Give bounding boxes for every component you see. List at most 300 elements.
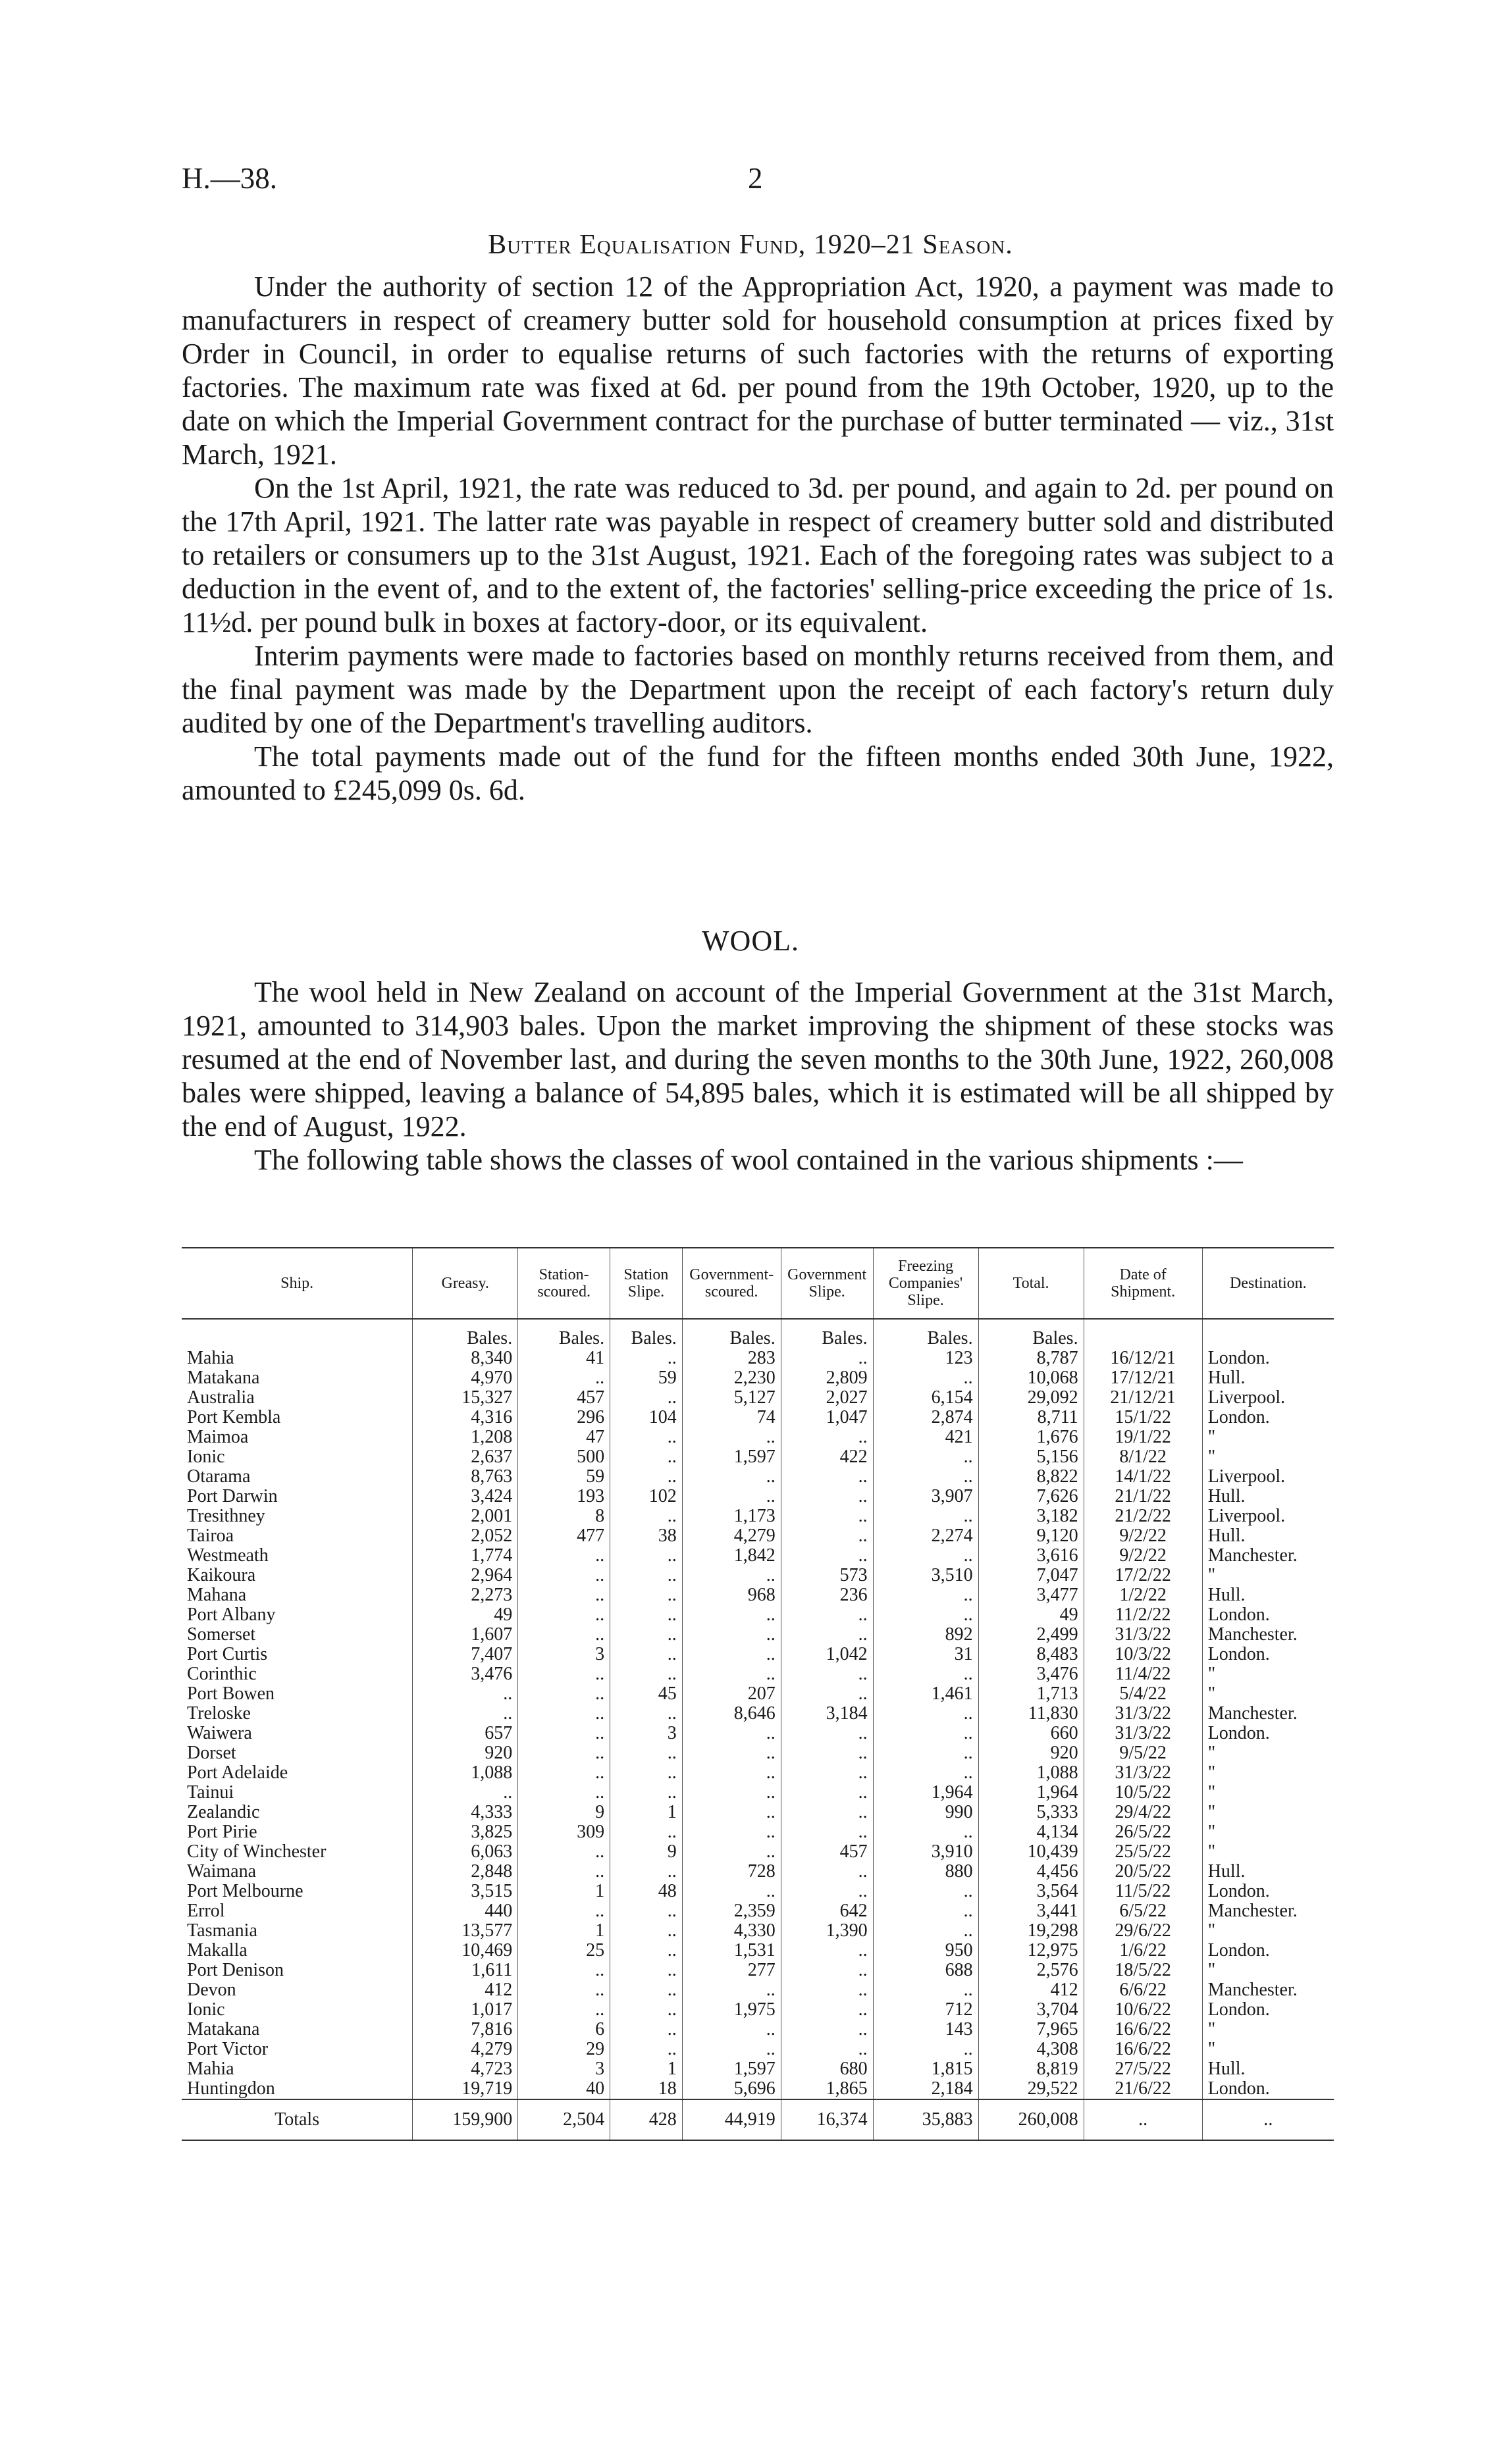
cell-total: 10,439 bbox=[978, 1842, 1084, 1862]
cell-government-slipe: .. bbox=[781, 1487, 873, 1506]
cell-total: 3,441 bbox=[978, 1901, 1084, 1921]
cell-freezing-companies-slipe: .. bbox=[873, 1447, 978, 1467]
cell-destination: Liverpool. bbox=[1202, 1388, 1334, 1408]
cell-ship: City of Winchester bbox=[187, 1841, 327, 1862]
cell-ship: Ionic bbox=[187, 1447, 225, 1467]
cell-ship: Port Bowen bbox=[187, 1683, 275, 1704]
table-row bbox=[182, 1961, 1334, 1980]
cell-station-scoured: .. bbox=[518, 1980, 610, 2000]
cell-ship: Maimoa bbox=[187, 1427, 249, 1447]
cell-ship: Errol bbox=[187, 1901, 225, 1921]
cell-total: 412 bbox=[978, 1980, 1084, 2000]
cell-government-slipe: .. bbox=[781, 2020, 873, 2040]
cell-total: 4,134 bbox=[978, 1822, 1084, 1842]
cell-freezing-companies-slipe: .. bbox=[873, 1546, 978, 1566]
cell-total: 29,092 bbox=[978, 1388, 1084, 1408]
cell-government-slipe: .. bbox=[781, 1862, 873, 1882]
butter-section-text bbox=[182, 270, 1334, 807]
cell-total: 1,676 bbox=[978, 1427, 1084, 1447]
table-row bbox=[182, 1842, 1334, 1862]
cell-date-of-shipment: 9/5/22 bbox=[1084, 1743, 1202, 1763]
cell-government-scoured: 207 bbox=[682, 1684, 781, 1704]
cell-date-of-shipment: 20/5/22 bbox=[1084, 1862, 1202, 1882]
cell-government-scoured: 728 bbox=[682, 1862, 781, 1882]
cell-government-slipe: .. bbox=[781, 1506, 873, 1526]
cell-station-scoured: .. bbox=[518, 1684, 610, 1704]
cell-ship: Ionic bbox=[187, 1999, 225, 2020]
cell-total: 5,333 bbox=[978, 1803, 1084, 1822]
cell-ship: Port Darwin bbox=[187, 1486, 278, 1506]
cell-destination: Manchester. bbox=[1202, 1980, 1334, 2000]
cell-government-slipe: .. bbox=[781, 1803, 873, 1822]
cell-government-scoured: .. bbox=[682, 1763, 781, 1783]
cell-total: 1,964 bbox=[978, 1783, 1084, 1803]
cell-government-scoured: .. bbox=[682, 1822, 781, 1842]
cell-freezing-companies-slipe: .. bbox=[873, 1822, 978, 1842]
cell-destination: " bbox=[1202, 1921, 1334, 1941]
cell-destination: " bbox=[1202, 1447, 1334, 1467]
cell-station-slipe: 1 bbox=[610, 1803, 683, 1822]
col-header-ship: Ship. bbox=[182, 1248, 413, 1319]
cell-destination: " bbox=[1202, 1961, 1334, 1980]
cell-freezing-companies-slipe: .. bbox=[873, 1664, 978, 1684]
cell-government-scoured: .. bbox=[682, 1783, 781, 1803]
cell-date-of-shipment: 1/6/22 bbox=[1084, 1941, 1202, 1961]
cell-date-of-shipment: 31/3/22 bbox=[1084, 1763, 1202, 1783]
cell-greasy: 440 bbox=[413, 1901, 518, 1921]
cell-station-scoured: .. bbox=[518, 1783, 610, 1803]
cell-ship: Waimana bbox=[187, 1861, 257, 1882]
wool-section-text bbox=[182, 975, 1334, 1177]
cell-station-scoured: .. bbox=[518, 1862, 610, 1882]
cell-destination: London. bbox=[1202, 2000, 1334, 2020]
cell-greasy: 4,333 bbox=[413, 1803, 518, 1822]
paragraph: Under the authority of section 12 of the Appropriation Act, 1920, a payment was made to manufacturers in respect of creamery butter sold for household consumption at prices fixed by Order in Council, in order to equalise returns of such factories with the returns of exporting factories. The maximum rate was fixed at 6d. per pound from the 19th October, 1920, up to the date on which the Imperial Government contract for the purchase of butter terminated — viz., 31st March, 1921. bbox=[182, 270, 1334, 471]
cell-ship: Australia bbox=[187, 1387, 255, 1408]
cell-destination: " bbox=[1202, 1763, 1334, 1783]
cell-greasy: 2,001 bbox=[413, 1506, 518, 1526]
cell-station-scoured: 8 bbox=[518, 1506, 610, 1526]
cell-greasy: .. bbox=[413, 1684, 518, 1704]
cell-greasy: 3,825 bbox=[413, 1822, 518, 1842]
cell-greasy: 1,208 bbox=[413, 1427, 518, 1447]
cell-station-scoured: 457 bbox=[518, 1388, 610, 1408]
cell-government-scoured: 4,330 bbox=[682, 1921, 781, 1941]
cell-government-scoured: .. bbox=[682, 1743, 781, 1763]
table-row bbox=[182, 1447, 1334, 1467]
cell-station-slipe: .. bbox=[610, 1506, 683, 1526]
cell-station-slipe: .. bbox=[610, 1822, 683, 1842]
cell-government-scoured: 1,173 bbox=[682, 1506, 781, 1526]
cell-government-slipe: .. bbox=[781, 1724, 873, 1743]
cell-total: 1,088 bbox=[978, 1763, 1084, 1783]
cell-freezing-companies-slipe: 950 bbox=[873, 1941, 978, 1961]
table-header-row bbox=[182, 1248, 1334, 1319]
cell-date-of-shipment: 10/3/22 bbox=[1084, 1645, 1202, 1664]
cell-station-scoured: 47 bbox=[518, 1427, 610, 1447]
cell-greasy: 3,515 bbox=[413, 1882, 518, 1901]
cell-freezing-companies-slipe: .. bbox=[873, 1980, 978, 2000]
cell-ship: Somerset bbox=[187, 1624, 256, 1645]
cell-government-slipe: .. bbox=[781, 1882, 873, 1901]
cell-station-slipe: .. bbox=[610, 1467, 683, 1487]
cell-freezing-companies-slipe: .. bbox=[873, 1882, 978, 1901]
cell-station-scoured: .. bbox=[518, 1368, 610, 1388]
cell-destination: Manchester. bbox=[1202, 1704, 1334, 1724]
cell-date-of-shipment: 29/4/22 bbox=[1084, 1803, 1202, 1822]
cell-station-scoured: 296 bbox=[518, 1408, 610, 1427]
cell-ship: Port Melbourne bbox=[187, 1881, 303, 1901]
cell-station-scoured: .. bbox=[518, 1704, 610, 1724]
cell-freezing-companies-slipe: .. bbox=[873, 1506, 978, 1526]
cell-date-of-shipment: 11/2/22 bbox=[1084, 1605, 1202, 1625]
cell-ship: Port Curtis bbox=[187, 1644, 268, 1664]
cell-ship: Port Victor bbox=[187, 2039, 269, 2059]
cell-freezing-companies-slipe: .. bbox=[873, 1724, 978, 1743]
cell-government-slipe: .. bbox=[781, 1941, 873, 1961]
cell-date-of-shipment: 21/1/22 bbox=[1084, 1487, 1202, 1506]
cell-station-slipe: .. bbox=[610, 1941, 683, 1961]
col-header-government-slipe: Government Slipe. bbox=[781, 1248, 873, 1319]
cell-greasy: 4,279 bbox=[413, 2040, 518, 2059]
cell-date-of-shipment: 21/2/22 bbox=[1084, 1506, 1202, 1526]
cell-government-slipe: .. bbox=[781, 1427, 873, 1447]
cell-government-slipe: .. bbox=[781, 1546, 873, 1566]
table-row bbox=[182, 1368, 1334, 1388]
table-row bbox=[182, 1605, 1334, 1625]
cell-government-scoured: 1,842 bbox=[682, 1546, 781, 1566]
total-station-slipe: 428 bbox=[610, 2099, 683, 2140]
col-header-date-of-shipment: Date of Shipment. bbox=[1084, 1248, 1202, 1319]
cell-freezing-companies-slipe: 421 bbox=[873, 1427, 978, 1447]
cell-greasy: 2,848 bbox=[413, 1862, 518, 1882]
cell-destination: London. bbox=[1202, 1605, 1334, 1625]
table-row bbox=[182, 1941, 1334, 1961]
unit-label: Bales. bbox=[978, 1319, 1084, 1348]
cell-station-slipe: .. bbox=[610, 1605, 683, 1625]
table-row bbox=[182, 2059, 1334, 2079]
units-row bbox=[182, 1319, 1334, 1348]
cell-government-scoured: .. bbox=[682, 1980, 781, 2000]
cell-government-scoured: 8,646 bbox=[682, 1704, 781, 1724]
wool-section-title: WOOL. bbox=[702, 925, 799, 957]
wool-shipments-table-wrapper bbox=[182, 1247, 1334, 2141]
cell-ship: Waiwera bbox=[187, 1723, 252, 1743]
cell-ship: Port Kembla bbox=[187, 1407, 281, 1427]
paragraph: On the 1st April, 1921, the rate was reduced to 3d. per pound, and again to 2d. per pound on the 17th April, 1921. The latter rate was payable in respect of creamery butter sold and distributed to retailers or consumers up to the 31st August, 1921. Each of the foregoing rates was subject to a deduction in the event of, and to the extent of, the factories' selling-price exceeding the price of 1s. 11½d. per pound bulk in boxes at factory-door, or its equivalent. bbox=[182, 472, 1334, 638]
cell-date-of-shipment: 18/5/22 bbox=[1084, 1961, 1202, 1980]
cell-government-slipe: .. bbox=[781, 1664, 873, 1684]
cell-freezing-companies-slipe: 892 bbox=[873, 1625, 978, 1645]
cell-destination: " bbox=[1202, 2040, 1334, 2059]
cell-government-scoured: .. bbox=[682, 1605, 781, 1625]
cell-date-of-shipment: 10/5/22 bbox=[1084, 1783, 1202, 1803]
cell-total: 19,298 bbox=[978, 1921, 1084, 1941]
table-body bbox=[182, 1319, 1334, 2099]
cell-government-slipe: 457 bbox=[781, 1842, 873, 1862]
cell-ship: Tainui bbox=[187, 1782, 234, 1803]
cell-destination: " bbox=[1202, 1803, 1334, 1822]
cell-freezing-companies-slipe: 3,510 bbox=[873, 1566, 978, 1585]
cell-total: 2,576 bbox=[978, 1961, 1084, 1980]
table-row bbox=[182, 1882, 1334, 1901]
cell-date-of-shipment: 16/6/22 bbox=[1084, 2020, 1202, 2040]
cell-government-scoured: 5,696 bbox=[682, 2079, 781, 2099]
cell-government-scoured: .. bbox=[682, 1645, 781, 1664]
cell-greasy: 1,607 bbox=[413, 1625, 518, 1645]
cell-government-scoured: 5,127 bbox=[682, 1388, 781, 1408]
cell-total: 7,626 bbox=[978, 1487, 1084, 1506]
cell-freezing-companies-slipe: 3,910 bbox=[873, 1842, 978, 1862]
table-row bbox=[182, 1526, 1334, 1546]
cell-destination: Hull. bbox=[1202, 2059, 1334, 2079]
cell-destination: London. bbox=[1202, 1882, 1334, 1901]
cell-government-scoured: .. bbox=[682, 1882, 781, 1901]
cell-date-of-shipment: 31/3/22 bbox=[1084, 1704, 1202, 1724]
cell-freezing-companies-slipe: 2,274 bbox=[873, 1526, 978, 1546]
cell-greasy: 3,476 bbox=[413, 1664, 518, 1684]
cell-ship: Matakana bbox=[187, 2019, 260, 2040]
cell-date-of-shipment: 11/5/22 bbox=[1084, 1882, 1202, 1901]
cell-destination: Manchester. bbox=[1202, 1901, 1334, 1921]
cell-government-scoured: 4,279 bbox=[682, 1526, 781, 1546]
cell-greasy: 10,469 bbox=[413, 1941, 518, 1961]
cell-freezing-companies-slipe: .. bbox=[873, 1743, 978, 1763]
cell-date-of-shipment: 21/6/22 bbox=[1084, 2079, 1202, 2099]
totals-label: Totals bbox=[182, 2099, 413, 2140]
cell-freezing-companies-slipe: .. bbox=[873, 2040, 978, 2059]
cell-station-slipe: 48 bbox=[610, 1882, 683, 1901]
cell-government-slipe: .. bbox=[781, 2000, 873, 2020]
cell-ship: Otarama bbox=[187, 1466, 251, 1487]
table-row bbox=[182, 1980, 1334, 2000]
cell-station-slipe: .. bbox=[610, 1980, 683, 2000]
cell-ship: Mahia bbox=[187, 1348, 234, 1368]
cell-date-of-shipment: 16/12/21 bbox=[1084, 1348, 1202, 1368]
cell-station-slipe: .. bbox=[610, 1961, 683, 1980]
cell-government-scoured: 283 bbox=[682, 1348, 781, 1368]
col-header-freezing-companies-slipe: Freezing Companies' Slipe. bbox=[873, 1248, 978, 1319]
cell-station-slipe: .. bbox=[610, 1783, 683, 1803]
cell-date-of-shipment: 17/2/22 bbox=[1084, 1566, 1202, 1585]
cell-government-scoured: .. bbox=[682, 2020, 781, 2040]
cell-total: 3,476 bbox=[978, 1664, 1084, 1684]
cell-greasy: 412 bbox=[413, 1980, 518, 2000]
cell-date-of-shipment: 1/2/22 bbox=[1084, 1585, 1202, 1605]
cell-greasy: 7,407 bbox=[413, 1645, 518, 1664]
cell-ship: Devon bbox=[187, 1980, 236, 2000]
cell-freezing-companies-slipe: 1,815 bbox=[873, 2059, 978, 2079]
cell-ship: Kaikoura bbox=[187, 1565, 256, 1585]
total-date: .. bbox=[1084, 2099, 1202, 2140]
cell-ship: Port Albany bbox=[187, 1604, 276, 1625]
paragraph: The total payments made out of the fund for the fifteen months ended 30th June, 1922, amounted to £245,099 0s. 6d. bbox=[182, 740, 1334, 806]
table-row bbox=[182, 1388, 1334, 1408]
cell-total: 3,477 bbox=[978, 1585, 1084, 1605]
cell-government-slipe: .. bbox=[781, 1467, 873, 1487]
cell-destination: " bbox=[1202, 1743, 1334, 1763]
cell-ship: Port Adelaide bbox=[187, 1762, 288, 1783]
cell-greasy: .. bbox=[413, 1783, 518, 1803]
wool-shipments-table bbox=[182, 1247, 1334, 2141]
total-freezing-companies-slipe: 35,883 bbox=[873, 2099, 978, 2140]
cell-station-slipe: .. bbox=[610, 1664, 683, 1684]
cell-destination: London. bbox=[1202, 1348, 1334, 1368]
cell-ship: Dorset bbox=[187, 1743, 236, 1763]
table-row bbox=[182, 1546, 1334, 1566]
cell-station-slipe: .. bbox=[610, 2000, 683, 2020]
cell-station-scoured: .. bbox=[518, 2000, 610, 2020]
cell-total: 10,068 bbox=[978, 1368, 1084, 1388]
cell-destination: Manchester. bbox=[1202, 1546, 1334, 1566]
table-row bbox=[182, 1427, 1334, 1447]
cell-government-scoured: .. bbox=[682, 1487, 781, 1506]
cell-government-slipe: .. bbox=[781, 1348, 873, 1368]
cell-station-slipe: .. bbox=[610, 1585, 683, 1605]
cell-ship: Matakana bbox=[187, 1368, 260, 1388]
cell-government-slipe: .. bbox=[781, 1605, 873, 1625]
cell-greasy: 13,577 bbox=[413, 1921, 518, 1941]
col-header-station-scoured: Station-scoured. bbox=[518, 1248, 610, 1319]
cell-station-slipe: 102 bbox=[610, 1487, 683, 1506]
cell-freezing-companies-slipe: .. bbox=[873, 1763, 978, 1783]
col-header-greasy: Greasy. bbox=[413, 1248, 518, 1319]
cell-station-slipe: 104 bbox=[610, 1408, 683, 1427]
cell-date-of-shipment: 26/5/22 bbox=[1084, 1822, 1202, 1842]
cell-date-of-shipment: 21/12/21 bbox=[1084, 1388, 1202, 1408]
cell-government-scoured: .. bbox=[682, 1664, 781, 1684]
cell-station-scoured: .. bbox=[518, 1585, 610, 1605]
cell-ship: Tresithney bbox=[187, 1506, 265, 1526]
cell-total: 5,156 bbox=[978, 1447, 1084, 1467]
cell-ship: Zealandic bbox=[187, 1802, 260, 1822]
table-row bbox=[182, 1645, 1334, 1664]
cell-station-slipe: .. bbox=[610, 1427, 683, 1447]
cell-freezing-companies-slipe: 123 bbox=[873, 1348, 978, 1368]
cell-total: 3,616 bbox=[978, 1546, 1084, 1566]
cell-total: 8,822 bbox=[978, 1467, 1084, 1487]
cell-freezing-companies-slipe: 990 bbox=[873, 1803, 978, 1822]
cell-government-slipe: 573 bbox=[781, 1566, 873, 1585]
cell-total: 660 bbox=[978, 1724, 1084, 1743]
page-header bbox=[182, 161, 1334, 207]
cell-date-of-shipment: 8/1/22 bbox=[1084, 1447, 1202, 1467]
cell-government-slipe: .. bbox=[781, 1822, 873, 1842]
page-number: 2 bbox=[748, 162, 763, 195]
cell-station-slipe: .. bbox=[610, 1921, 683, 1941]
cell-destination: Liverpool. bbox=[1202, 1506, 1334, 1526]
cell-date-of-shipment: 31/3/22 bbox=[1084, 1625, 1202, 1645]
table-row bbox=[182, 1348, 1334, 1368]
cell-date-of-shipment: 10/6/22 bbox=[1084, 2000, 1202, 2020]
cell-date-of-shipment: 25/5/22 bbox=[1084, 1842, 1202, 1862]
cell-greasy: 2,637 bbox=[413, 1447, 518, 1467]
cell-government-slipe: .. bbox=[781, 1783, 873, 1803]
cell-date-of-shipment: 6/5/22 bbox=[1084, 1901, 1202, 1921]
paragraph: The following table shows the classes of wool contained in the various shipments :— bbox=[254, 1144, 1243, 1176]
cell-freezing-companies-slipe: .. bbox=[873, 1467, 978, 1487]
cell-total: 8,787 bbox=[978, 1348, 1084, 1368]
cell-greasy: 657 bbox=[413, 1724, 518, 1743]
table-row bbox=[182, 1783, 1334, 1803]
cell-total: 11,830 bbox=[978, 1704, 1084, 1724]
cell-station-slipe: .. bbox=[610, 1348, 683, 1368]
cell-greasy: 2,964 bbox=[413, 1566, 518, 1585]
cell-ship: Port Denison bbox=[187, 1960, 284, 1980]
cell-government-slipe: .. bbox=[781, 1743, 873, 1763]
table-row bbox=[182, 1704, 1334, 1724]
cell-station-slipe: .. bbox=[610, 2040, 683, 2059]
cell-station-scoured: 25 bbox=[518, 1941, 610, 1961]
cell-destination: " bbox=[1202, 1664, 1334, 1684]
cell-freezing-companies-slipe: 880 bbox=[873, 1862, 978, 1882]
cell-government-slipe: 2,027 bbox=[781, 1388, 873, 1408]
cell-station-scoured: 6 bbox=[518, 2020, 610, 2040]
cell-station-slipe: .. bbox=[610, 1388, 683, 1408]
cell-station-slipe: .. bbox=[610, 1743, 683, 1763]
unit-label: Bales. bbox=[781, 1319, 873, 1348]
cell-destination: London. bbox=[1202, 2079, 1334, 2099]
cell-government-scoured: 968 bbox=[682, 1585, 781, 1605]
table-row bbox=[182, 1467, 1334, 1487]
cell-station-slipe: .. bbox=[610, 1645, 683, 1664]
cell-destination: Liverpool. bbox=[1202, 1467, 1334, 1487]
table-row bbox=[182, 1664, 1334, 1684]
table-row bbox=[182, 1625, 1334, 1645]
cell-greasy: 49 bbox=[413, 1605, 518, 1625]
unit-label: Bales. bbox=[610, 1319, 683, 1348]
cell-station-slipe: .. bbox=[610, 2020, 683, 2040]
cell-freezing-companies-slipe: 3,907 bbox=[873, 1487, 978, 1506]
cell-station-slipe: .. bbox=[610, 1862, 683, 1882]
cell-station-scoured: 9 bbox=[518, 1803, 610, 1822]
table-row bbox=[182, 1803, 1334, 1822]
cell-destination: " bbox=[1202, 1822, 1334, 1842]
cell-station-scoured: 309 bbox=[518, 1822, 610, 1842]
total-bales: 260,008 bbox=[978, 2099, 1084, 2140]
cell-government-scoured: 2,230 bbox=[682, 1368, 781, 1388]
cell-government-scoured: .. bbox=[682, 1803, 781, 1822]
cell-station-scoured: 40 bbox=[518, 2079, 610, 2099]
cell-date-of-shipment: 29/6/22 bbox=[1084, 1921, 1202, 1941]
cell-ship: Westmeath bbox=[187, 1545, 269, 1566]
cell-government-scoured: .. bbox=[682, 1842, 781, 1862]
col-header-total: Total. bbox=[978, 1248, 1084, 1319]
table-row bbox=[182, 1684, 1334, 1704]
cell-station-slipe: .. bbox=[610, 1546, 683, 1566]
cell-station-scoured: .. bbox=[518, 1901, 610, 1921]
col-header-destination: Destination. bbox=[1202, 1248, 1334, 1319]
cell-destination: London. bbox=[1202, 1408, 1334, 1427]
table-row bbox=[182, 1506, 1334, 1526]
cell-government-scoured: .. bbox=[682, 1467, 781, 1487]
cell-destination: " bbox=[1202, 1566, 1334, 1585]
cell-station-scoured: 59 bbox=[518, 1467, 610, 1487]
cell-station-slipe: 3 bbox=[610, 1724, 683, 1743]
cell-government-scoured: 1,975 bbox=[682, 2000, 781, 2020]
total-station-scoured: 2,504 bbox=[518, 2099, 610, 2140]
cell-station-scoured: 477 bbox=[518, 1526, 610, 1546]
cell-government-slipe: 2,809 bbox=[781, 1368, 873, 1388]
cell-total: 29,522 bbox=[978, 2079, 1084, 2099]
cell-total: 4,308 bbox=[978, 2040, 1084, 2059]
cell-greasy: 4,723 bbox=[413, 2059, 518, 2079]
table-row bbox=[182, 2079, 1334, 2099]
table-row bbox=[182, 1585, 1334, 1605]
cell-total: 3,182 bbox=[978, 1506, 1084, 1526]
cell-greasy: .. bbox=[413, 1704, 518, 1724]
cell-government-scoured: .. bbox=[682, 1427, 781, 1447]
